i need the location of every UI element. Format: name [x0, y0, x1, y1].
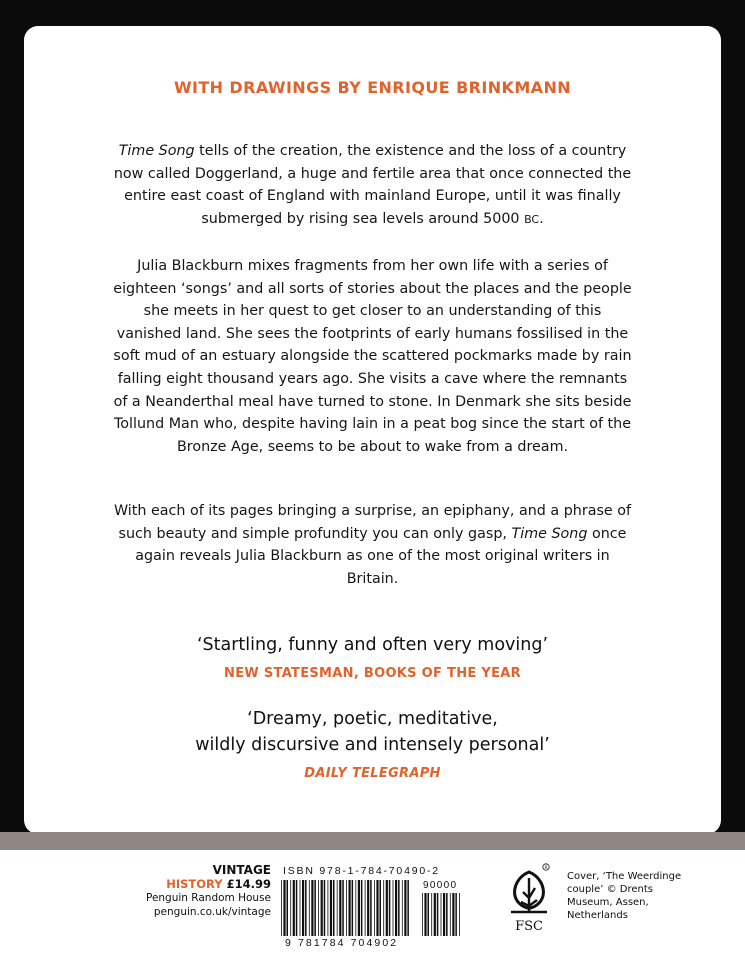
barcode-bar	[431, 893, 432, 936]
book-title: Time Song	[511, 525, 588, 542]
barcode-bar	[404, 880, 406, 936]
book-title: Time Song	[118, 143, 195, 159]
review-quote-1: ‘Startling, funny and often very moving’	[196, 635, 549, 655]
barcode-bar	[305, 880, 307, 936]
quote-line: wildly discursive and intensely personal’	[195, 735, 550, 755]
barcode-bar	[428, 893, 430, 936]
barcode-bar	[283, 880, 285, 936]
imprint-block	[146, 863, 271, 919]
blurb-text: once again reveals Julia Blackburn as one of the most original writers in Britain.	[135, 525, 627, 587]
review-source-1: NEW STATESMAN, BOOKS OF THE YEAR	[224, 666, 521, 681]
price-addon-barcode	[421, 893, 463, 936]
barcode-bar	[459, 893, 460, 936]
barcode-bar	[296, 880, 298, 936]
credit-line: couple’ © Drents	[567, 884, 653, 895]
barcode-bar	[455, 893, 457, 936]
barcode-bar	[367, 880, 369, 936]
barcode-bar	[434, 893, 436, 936]
blurb-text: .	[539, 210, 544, 227]
blurb-paragraph-3	[110, 500, 635, 590]
barcode-bar	[386, 880, 388, 936]
barcode-bar	[311, 880, 313, 936]
barcode-bar	[450, 893, 451, 936]
barcode-bar	[355, 880, 356, 936]
category-price	[146, 877, 271, 891]
credit-line: Museum, Assen,	[567, 897, 649, 908]
blurb-text: tells of the creation, the existence and the loss of a country now called Doggerland, a huge and fertile area that once connected the entire east coast of England with mainland Europe, until it was finally submerged by rising sea levels around 5000	[113, 143, 632, 227]
barcode-bar	[395, 880, 397, 936]
fsc-logo	[505, 862, 553, 938]
review-source-2: DAILY TELEGRAPH	[304, 766, 441, 781]
barcode-bar	[441, 893, 442, 936]
barcode-bar	[443, 893, 445, 936]
barcode-bar	[314, 880, 316, 936]
publisher-name: VINTAGE	[212, 863, 271, 877]
barcode-bar	[328, 880, 329, 936]
barcode-bar	[376, 880, 378, 936]
barcode-bar	[293, 880, 295, 936]
barcode-bar	[393, 880, 394, 936]
isbn-label: ISBN 978-1-784-70490-2	[283, 865, 440, 877]
blurb-paragraph-1	[110, 140, 635, 231]
barcode-bar	[380, 880, 382, 936]
barcode-bar	[324, 880, 326, 936]
barcode-bar	[452, 893, 454, 936]
barcode-bar	[302, 880, 304, 936]
grey-band	[0, 832, 745, 850]
barcode-bar	[402, 880, 403, 936]
barcode-bar	[407, 880, 409, 936]
barcode-bar	[342, 880, 344, 936]
barcode-bar	[374, 880, 375, 936]
barcode-bar	[339, 880, 341, 936]
barcode-bar	[318, 880, 319, 936]
barcode-bar	[389, 880, 391, 936]
barcode-number: 9 781784 704902	[285, 937, 399, 949]
barcode-bar	[349, 880, 351, 936]
barcode-bar	[337, 880, 338, 936]
barcode-bar	[287, 880, 289, 936]
credit-line: Netherlands	[567, 910, 628, 921]
publisher-url: penguin.co.uk/vintage	[153, 906, 271, 918]
publisher-group: Penguin Random House	[145, 892, 271, 904]
barcode-bar	[321, 880, 323, 936]
isbn-barcode	[280, 880, 412, 936]
barcode-bar	[346, 880, 347, 936]
drawings-credit-heading: WITH DRAWINGS BY ENRIQUE BRINKMANN	[173, 78, 572, 97]
barcode-bar	[330, 880, 332, 936]
barcode-bar	[365, 880, 366, 936]
barcode-bar	[424, 893, 426, 936]
barcode-bar	[358, 880, 360, 936]
barcode-bar	[281, 880, 282, 936]
quote-line: ‘Dreamy, poetic, meditative,	[247, 709, 498, 729]
category: HISTORY	[166, 877, 223, 891]
barcode-bar	[383, 880, 384, 936]
barcode-bar	[361, 880, 363, 936]
svg-text:R: R	[544, 866, 548, 871]
price-addon-number: 90000	[423, 880, 458, 891]
barcode-bar	[300, 880, 301, 936]
barcode-bar	[333, 880, 335, 936]
blurb-text: With each of its pages bringing a surprise, an epiphany, and a phrase of such beauty and simple profundity you can only gasp,	[113, 503, 632, 542]
barcode-bar	[370, 880, 372, 936]
barcode-bar	[422, 893, 423, 936]
fsc-label: FSC	[515, 919, 543, 934]
barcode-bar	[446, 893, 448, 936]
credit-line: Cover, ‘The Weerdinge	[567, 871, 682, 882]
barcode-bar	[398, 880, 400, 936]
review-quote-2	[0, 706, 745, 758]
barcode-bar	[352, 880, 354, 936]
barcode-bar	[309, 880, 310, 936]
barcode-bar	[437, 893, 439, 936]
barcode-bar	[290, 880, 291, 936]
price: £14.99	[226, 877, 271, 891]
blurb-paragraph-2: Julia Blackburn mixes fragments from her own life with a series of eighteen ‘songs’ and all sorts of stories about the places and the people she meets in her quest to get closer to an understanding of this vanished land. She sees the footprints of early humans fossilised in the soft mud of an estuary alongside the scattered pockmarks made by rain falling eight thousand years ago. She visits a cave where the remnants of a Neanderthal meal have turned to stone. In Denmark she sits beside Tollund Man who, despite having lain in a peat bog since the start of the Bronze Age, seems to be about to wake from a dream.	[113, 258, 632, 455]
cover-credit	[567, 870, 681, 922]
era-label: BC	[524, 212, 540, 226]
